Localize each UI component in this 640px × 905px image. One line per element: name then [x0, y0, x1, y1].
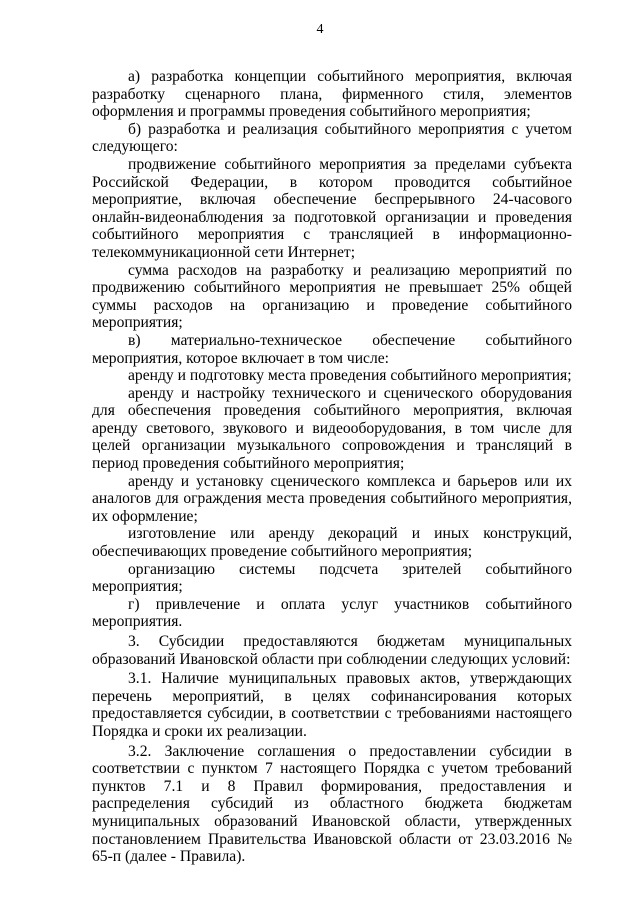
paragraph-expense-limit: сумма расходов на разработку и реализацию мероприятий по продвижению событийного мероприятия не превышает 25% общей суммы расходов на организацию и проведение событийного мероприятия;	[92, 261, 572, 332]
paragraph-2a: а) разработка концепции событийного мероприятия, включая разработку сценарного плана, фирменного стиля, элементов оформления и программы проведения событийного мероприятия;	[92, 68, 572, 121]
paragraph-3: 3. Субсидии предоставляются бюджетам муниципальных образований Ивановской области при соблюдении следующих условий:	[92, 633, 572, 668]
paragraph-2b: б) разработка и реализация событийного мероприятия с учетом следующего:	[92, 120, 572, 156]
page-number: 4	[316, 22, 324, 37]
paragraph-spectator-count: организацию системы подсчета зрителей событийного мероприятия;	[92, 560, 572, 596]
paragraph-venue-rent: аренду и подготовку места проведения событийного мероприятия;	[128, 367, 572, 385]
paragraph-2v: в) материально-техническое обеспечение событийного мероприятия, которое включает в том числе:	[92, 331, 572, 367]
paragraph-equipment-rent: аренду и настройку технического и сценического оборудования для обеспечения проведения событийного мероприятия, включая аренду светового, звукового и видеооборудования, в том числе для целей организации музыкального сопровождения и трансляций в период проведения событийного мероприятия;	[92, 384, 572, 473]
paragraph-3-2: 3.2. Заключение соглашения о предоставлении субсидии в соответствии с пунктом 7 настоящего Порядка с учетом требований пунктов 7.1 и 8 Правил формирования, предоставления и распределения субсидий из областного бюджета бюджетам муниципальных образований Ивановской области, утвержденных постановлением Правительства Ивановской области от 23.03.2016 № 65-п (далее - Правила).	[92, 742, 572, 866]
paragraph-2g: г) привлечение и оплата услуг участников событийного мероприятия.	[92, 595, 572, 631]
paragraph-decorations: изготовление или аренду декораций и иных конструкций, обеспечивающих проведение событийного мероприятия;	[92, 525, 572, 561]
paragraph-3-1: 3.1. Наличие муниципальных правовых актов, утверждающих перечень мероприятий, в целях софинансирования которых предоставляется субсидии, в соответствии с требованиями настоящего Порядка и сроки их реализации.	[92, 670, 572, 740]
paragraph-promotion: продвижение событийного мероприятия за пределами субъекта Российской Федерации, в котором проводится событийное мероприятие, включая обеспечение беспрерывного 24-часового онлайн-видеонаблюдения за подготовкой организации и проведения событийного мероприятия с трансляцией в информационно-телекоммуникационной сети Интернет;	[92, 155, 572, 261]
document-body	[92, 68, 572, 866]
paragraph-stage-barriers: аренду и установку сценического комплекса и барьеров или их аналогов для ограждения места проведения событийного мероприятия, их оформление;	[92, 472, 572, 525]
